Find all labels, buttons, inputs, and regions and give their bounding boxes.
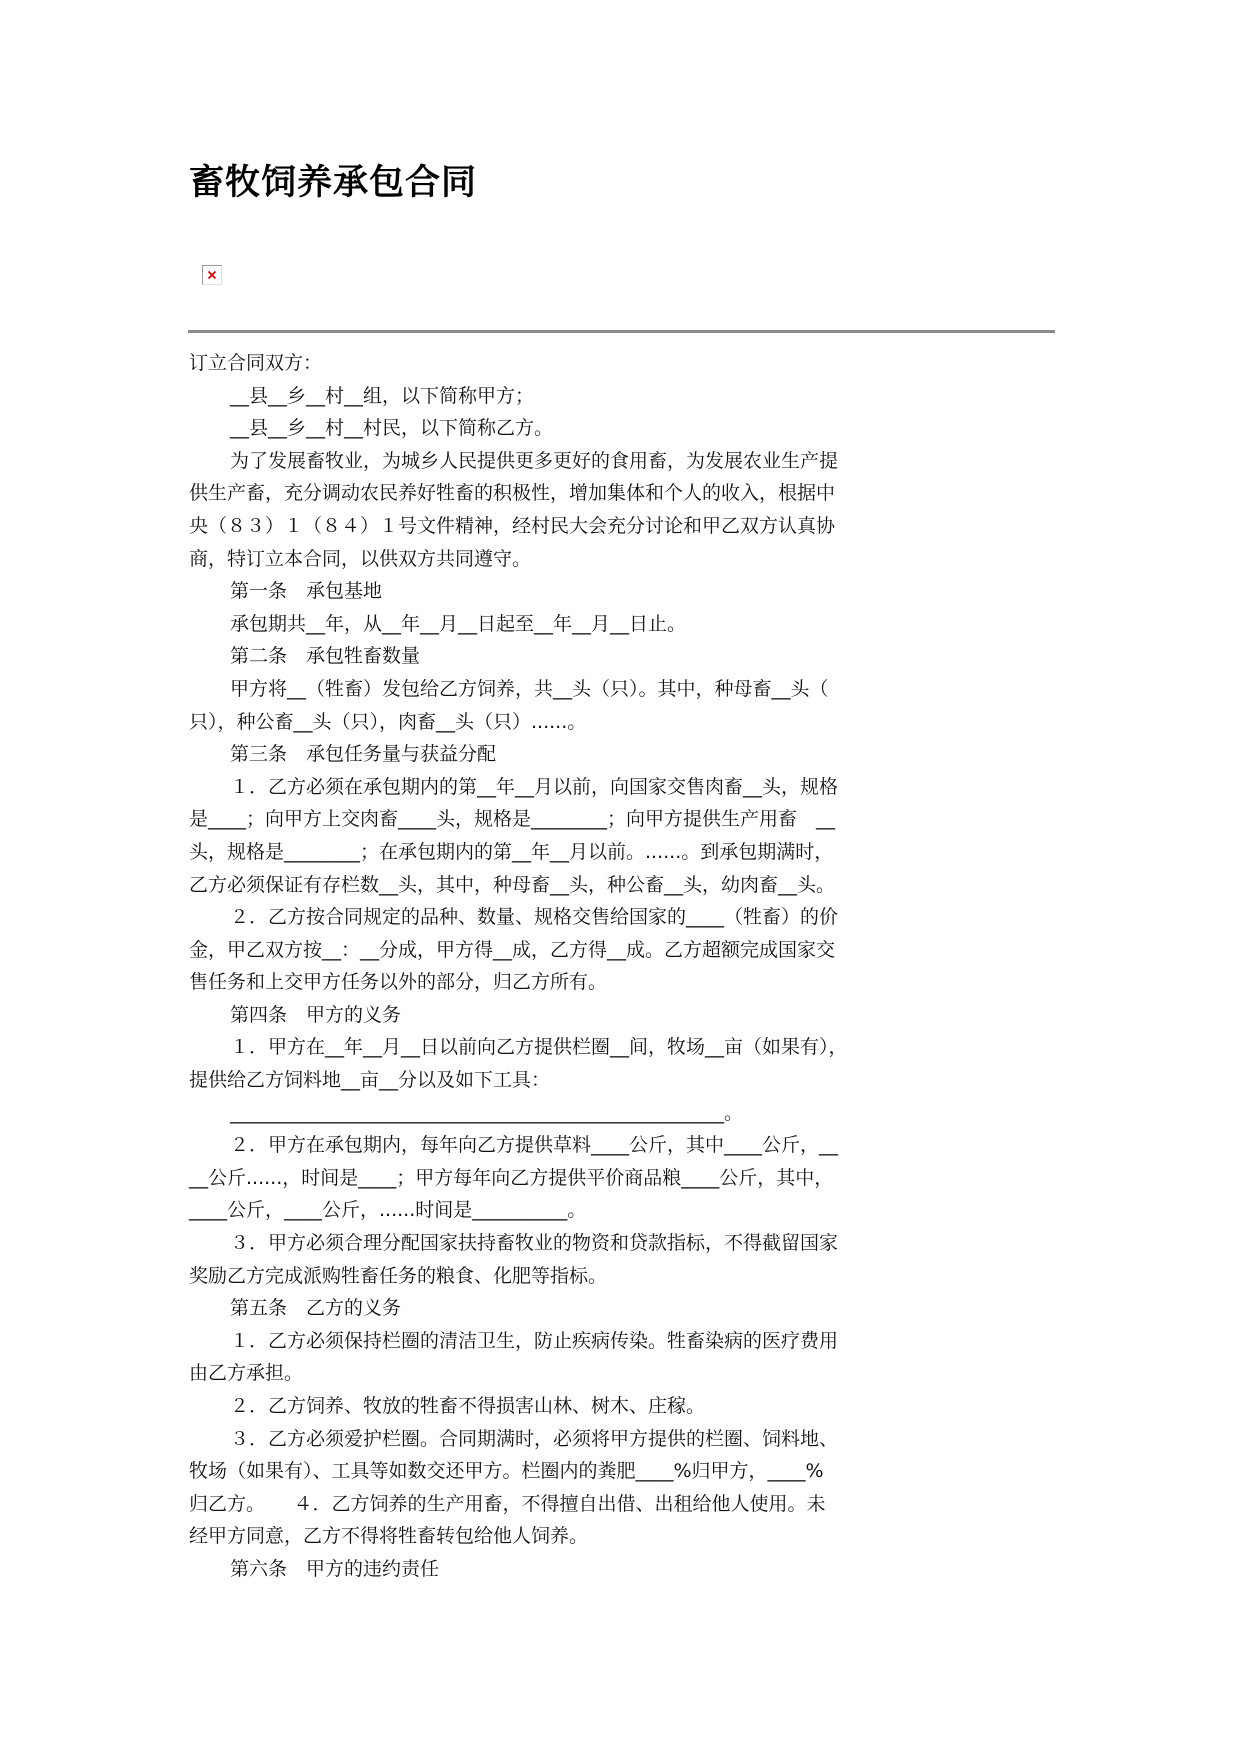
- contract-line: １．乙方必须保持栏圈的清洁卫生，防止疾病传染。牲畜染病的医疗费用: [230, 1329, 839, 1352]
- contract-line: 提供给乙方饲料地__亩__分以及如下工具：: [189, 1069, 551, 1092]
- contract-line: 第五条 乙方的义务: [230, 1297, 402, 1320]
- contract-line: 奖励乙方完成派购牲畜任务的粮食、化肥等指标。: [189, 1264, 608, 1287]
- contract-line: ２．甲方在承包期内，每年向乙方提供草料____公斤，其中____公斤，__: [230, 1134, 839, 1157]
- contract-line: ３．甲方必须合理分配国家扶持畜牧业的物资和贷款指标，不得截留国家: [230, 1232, 839, 1255]
- contract-line: 是____；向甲方上交肉畜____头，规格是________；向甲方提供生产用畜 __: [189, 808, 836, 831]
- contract-line: 头，规格是________；在承包期内的第__年__月以前。......。到承包期满时，: [189, 840, 834, 863]
- contract-line: 订立合同双方：: [189, 352, 323, 374]
- contract-line: __公斤......，时间是____；甲方每年向乙方提供平价商品粮____公斤，其中，: [189, 1166, 834, 1189]
- horizontal-divider: [188, 330, 1055, 333]
- contract-line: 商，特订立本合同，以供双方共同遵守。: [189, 547, 532, 570]
- contract-line: 牧场（如果有）、工具等如数交还甲方。栏圈内的粪肥____%归甲方，____%: [189, 1460, 824, 1483]
- contract-line: ３．乙方必须爱护栏圈。合同期满时，必须将甲方提供的栏圈、饲料地、: [230, 1427, 839, 1450]
- contract-line: 第六条 甲方的违约责任: [230, 1557, 440, 1580]
- contract-line: 金，甲乙双方按__：__分成，甲方得__成，乙方得__成。乙方超额完成国家交: [189, 938, 836, 961]
- broken-image-icon: [202, 265, 222, 285]
- contract-line: 第二条 承包牲畜数量: [230, 645, 421, 668]
- contract-line: 央（８３）１（８４）１号文件精神，经村民大会充分讨论和甲乙双方认真协: [189, 514, 836, 537]
- contract-line: 售任务和上交甲方任务以外的部分，归乙方所有。: [189, 971, 608, 994]
- contract-line: 第三条 承包任务量与获益分配: [230, 743, 497, 766]
- contract-line: 第四条 甲方的义务: [230, 1003, 402, 1026]
- contract-line: 由乙方承担。: [189, 1362, 304, 1385]
- contract-line: ____公斤，____公斤，......时间是__________。: [189, 1199, 587, 1222]
- document-title: 畜牧饲养承包合同: [189, 162, 478, 203]
- contract-line: １．甲方在__年__月__日以前向乙方提供栏圈__间，牧场__亩（如果有），: [230, 1036, 848, 1059]
- contract-line: ２．乙方按合同规定的品种、数量、规格交售给国家的____（牲畜）的价: [230, 906, 839, 929]
- contract-line: 归乙方。 ４．乙方饲养的生产用畜，不得擅自出借、出租给他人使用。未: [189, 1492, 826, 1515]
- contract-line: 乙方必须保证有存栏数__头，其中，种母畜__头，种公畜__头，幼肉畜__头。: [189, 873, 836, 896]
- contract-line: __县__乡__村__村民，以下简称乙方。: [230, 417, 554, 440]
- contract-line: ____________________________________________________。: [230, 1101, 744, 1124]
- contract-line: 只），种公畜__头（只），肉畜__头（只）......。: [189, 710, 587, 733]
- contract-line: 承包期共__年，从__年__月__日起至__年__月__日止。: [230, 612, 687, 635]
- contract-line: 第一条 承包基地: [230, 580, 383, 603]
- contract-line: 甲方将__（牲畜）发包给乙方饲养，共__头（只）。其中，种母畜__头（: [230, 677, 829, 700]
- contract-line: 供生产畜，充分调动农民养好牲畜的积极性，增加集体和个人的收入，根据中: [189, 482, 836, 505]
- contract-line: ２．乙方饲养、牧放的牲畜不得损害山林、树木、庄稼。: [230, 1395, 706, 1417]
- contract-line: １．乙方必须在承包期内的第__年__月以前，向国家交售肉畜__头，规格: [230, 775, 839, 798]
- contract-line: 为了发展畜牧业，为城乡人民提供更多更好的食用畜，为发展农业生产提: [230, 449, 839, 472]
- contract-body: [189, 347, 909, 1586]
- contract-line: 经甲方同意，乙方不得将牲畜转包给他人饲养。: [189, 1525, 589, 1548]
- contract-line: __县__乡__村__组，以下简称甲方；: [230, 384, 535, 407]
